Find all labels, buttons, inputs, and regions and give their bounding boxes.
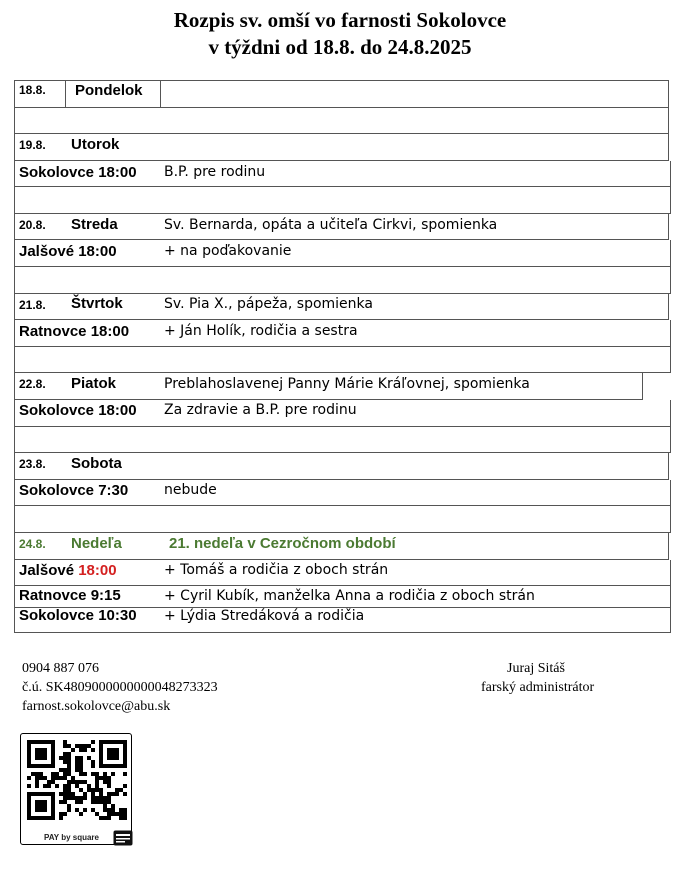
feast-sunday: 21. nedeľa v Cezročnom období	[169, 535, 396, 552]
location-thursday: Ratnovce 18:00	[19, 323, 130, 340]
row-empty	[14, 506, 671, 533]
date-friday: 22.8.	[19, 377, 46, 391]
intention-sunday-3: + Lýdia Stredáková a rodičia	[164, 608, 365, 624]
row-empty	[14, 427, 671, 453]
feast-wednesday: Sv. Bernarda, opáta a učiteľa Cirkvi, spomienka	[164, 217, 498, 233]
intention-wednesday: + na poďakovanie	[164, 243, 292, 259]
contact-email: farnost.sokolovce@abu.sk	[22, 699, 171, 714]
intention-sunday-2: + Cyril Kubík, manželka Anna a rodičia z oboch strán	[164, 588, 535, 604]
location-sunday-2: Ratnovce 9:15	[19, 587, 121, 604]
qr-code-icon	[27, 740, 127, 820]
feast-thursday: Sv. Pia X., pápeža, spomienka	[164, 296, 373, 312]
contact-phone: 0904 887 076	[22, 661, 99, 676]
row-empty	[14, 108, 669, 134]
page-title: Rozpis sv. omší vo farnosti Sokolovce	[173, 8, 507, 32]
date-sunday: 24.8.	[19, 537, 46, 551]
bank-account: č.ú. SK4809000000000048273323	[22, 680, 218, 695]
intention-saturday: nebude	[164, 482, 217, 498]
date-thursday: 21.8.	[19, 298, 46, 312]
day-tuesday: Utorok	[71, 136, 120, 153]
day-friday: Piatok	[71, 375, 117, 392]
intention-tuesday: B.P. pre rodinu	[164, 164, 266, 180]
row-empty	[14, 267, 671, 294]
signature-role: farský administrátor	[481, 680, 595, 695]
date-tuesday: 19.8.	[19, 138, 46, 152]
location-sunday-3: Sokolovce 10:30	[19, 607, 137, 624]
date-monday: 18.8.	[19, 83, 46, 97]
location-tuesday: Sokolovce 18:00	[19, 164, 137, 181]
day-wednesday: Streda	[71, 216, 118, 233]
pay-by-square-label	[40, 830, 134, 848]
day-saturday: Sobota	[71, 455, 122, 472]
place-sunday-1: Jalšové	[19, 562, 75, 579]
page-subtitle: v týždni od 18.8. do 24.8.2025	[208, 35, 472, 59]
intention-friday: Za zdravie a B.P. pre rodinu	[164, 402, 357, 418]
card-icon	[113, 830, 133, 846]
date-wednesday: 20.8.	[19, 218, 46, 232]
time-sunday-1: 18:00	[78, 562, 117, 579]
location-saturday: Sokolovce 7:30	[19, 482, 129, 499]
qr-code-frame	[20, 733, 132, 845]
row-empty	[14, 347, 671, 373]
pay-label: PAY by square	[44, 833, 99, 842]
location-friday: Sokolovce 18:00	[19, 402, 137, 419]
day-sunday: Nedeľa	[71, 535, 122, 552]
row-empty	[14, 187, 671, 214]
signature-name: Juraj Sitáš	[507, 661, 565, 676]
day-monday: Pondelok	[75, 82, 143, 99]
day-thursday: Štvrtok	[71, 295, 123, 312]
feast-friday: Preblahoslavenej Panny Márie Kráľovnej, spomienka	[164, 376, 530, 392]
intention-thursday: + Ján Holík, rodičia a sestra	[164, 323, 358, 339]
intention-sunday-1: + Tomáš a rodičia z oboch strán	[164, 562, 389, 578]
date-saturday: 23.8.	[19, 457, 46, 471]
location-sunday-1	[19, 562, 117, 579]
location-wednesday: Jalšové 18:00	[19, 243, 117, 260]
